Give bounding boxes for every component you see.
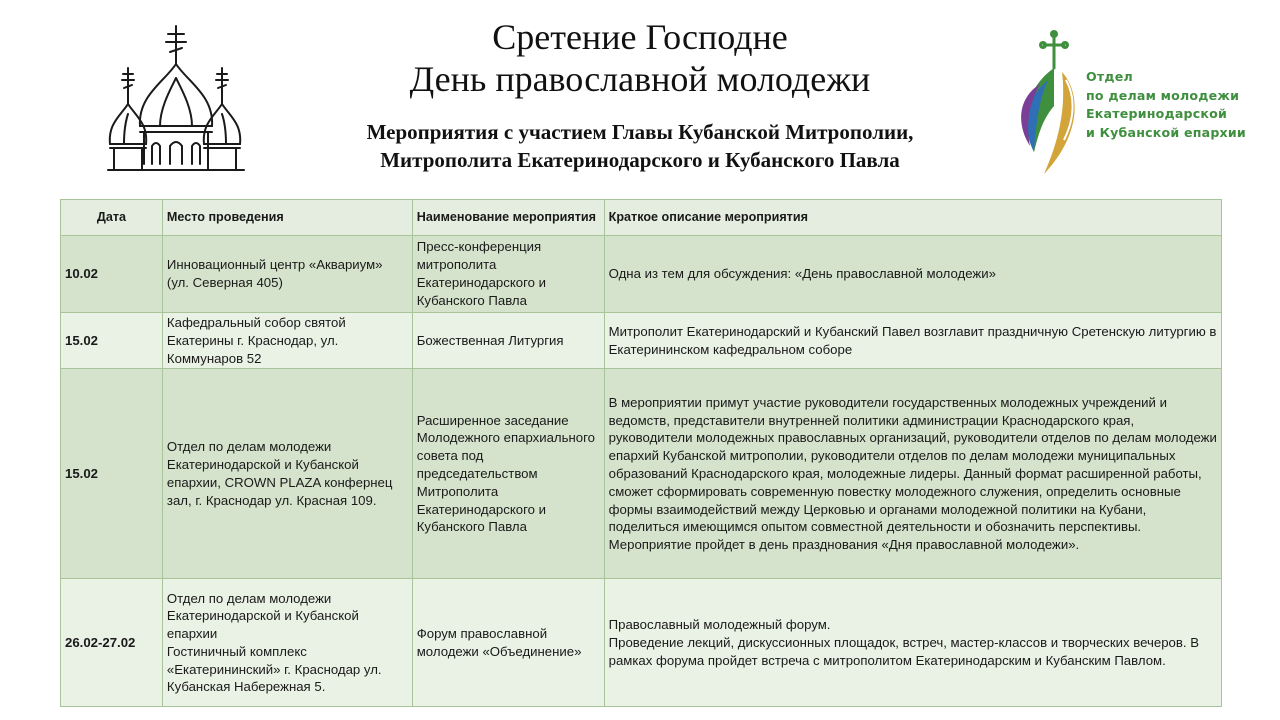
cell-description: Митрополит Екатеринодарский и Кубанский Павел возглавит праздничную Сретенскую литургию в Екатерининском кафедральном соборе xyxy=(604,313,1221,369)
cell-place-line: Гостиничный комплекс «Екатерининский» г. Краснодар ул. Кубанская Набережная 5. xyxy=(166,643,382,695)
cell-place: Кафедральный собор святой Екатерины г. Краснодар, ул. Коммунаров 52 xyxy=(162,313,412,369)
cell-date: 15.02 xyxy=(61,313,163,369)
cell-name: Форум православной молодежи «Объединение» xyxy=(412,579,604,707)
page-subtitle xyxy=(262,118,1018,174)
table-row xyxy=(61,369,1222,579)
logo-text xyxy=(1086,68,1246,142)
column-header-place: Место проведения xyxy=(162,200,412,236)
cell-name: Пресс-конференция митрополита Екатеринодарского и Кубанского Павла xyxy=(412,236,604,313)
cell-date: 10.02 xyxy=(61,236,163,313)
cell-place-line: Отдел по делам молодежи Екатеринодарской и Кубанской епархии xyxy=(166,590,359,642)
cell-description-line: Проведение лекций, дискуссионных площадок, встреч, мастер-классов и творческих вечеров. В рамках форума пройдет встреча с митрополитом Екатеринодарским и Кубанским Павлом. xyxy=(608,634,1200,668)
cell-place: Отдел по делам молодежи Екатеринодарской и Кубанской епархии, CROWN PLAZA конфернец зал, г. Краснодар ул. Красная 109. xyxy=(162,369,412,579)
cell-description-line: Православный молодежный форум. xyxy=(608,617,831,633)
cell-name: Божественная Литургия xyxy=(412,313,604,369)
cell-date: 15.02 xyxy=(61,369,163,579)
table-row xyxy=(61,579,1222,707)
church-domes-icon xyxy=(104,24,248,174)
cell-description: Одна из тем для обсуждения: «День православной молодежи» xyxy=(604,236,1221,313)
table-row xyxy=(61,313,1222,369)
subtitle-line: Мероприятия с участием Главы Кубанской Митрополии, xyxy=(366,120,914,144)
logo-text-line: Отдел xyxy=(1086,69,1133,84)
cell-description: В мероприятии примут участие руководители государственных молодежных учреждений и ведомств, представители внутренней политики администрации Краснодарского края, руководители молодежных православных организаций, руководители отделов по делам молодежи епархий Кубанской митрополии, руководители отделов по делам молодежи муниципальных образований Краснодарского края, молодежные лидеры. Данный формат расширенной работы, сможет сформировать современную повестку молодежного служения, определить основные формы взаимодействий между Церковью и органами молодежной политики на Кубани, поделиться имеющимся опытом совместной деятельности и обозначить перспективы. Мероприятие пройдет в день празднования «Дня православной молодежи». xyxy=(604,369,1221,579)
logo-text-line: по делам молодежи xyxy=(1086,87,1240,103)
table-header-row xyxy=(61,200,1222,236)
title-line: Сретение Господне xyxy=(492,17,788,57)
cell-place xyxy=(162,579,412,707)
page-title xyxy=(300,16,980,100)
events-table xyxy=(60,199,1222,707)
logo-text-line: и Кубанской епархии xyxy=(1086,124,1246,140)
cell-name: Расширенное заседание Молодежного епархиального совета под председательством Митрополита Екатеринодарского и Кубанского Павла xyxy=(412,369,604,579)
column-header-date: Дата xyxy=(61,200,163,236)
column-header-name: Наименование мероприятия xyxy=(412,200,604,236)
column-header-description: Краткое описание мероприятия xyxy=(604,200,1221,236)
cell-description xyxy=(604,579,1221,707)
logo-text-line: Екатеринодарской xyxy=(1086,106,1228,121)
table-row xyxy=(61,236,1222,313)
cell-date: 26.02-27.02 xyxy=(61,579,163,707)
cell-place: Инновационный центр «Аквариум» (ул. Северная 405) xyxy=(162,236,412,313)
title-line: День православной молодежи xyxy=(409,59,871,99)
subtitle-line: Митрополита Екатеринодарского и Кубанского Павла xyxy=(380,148,900,172)
